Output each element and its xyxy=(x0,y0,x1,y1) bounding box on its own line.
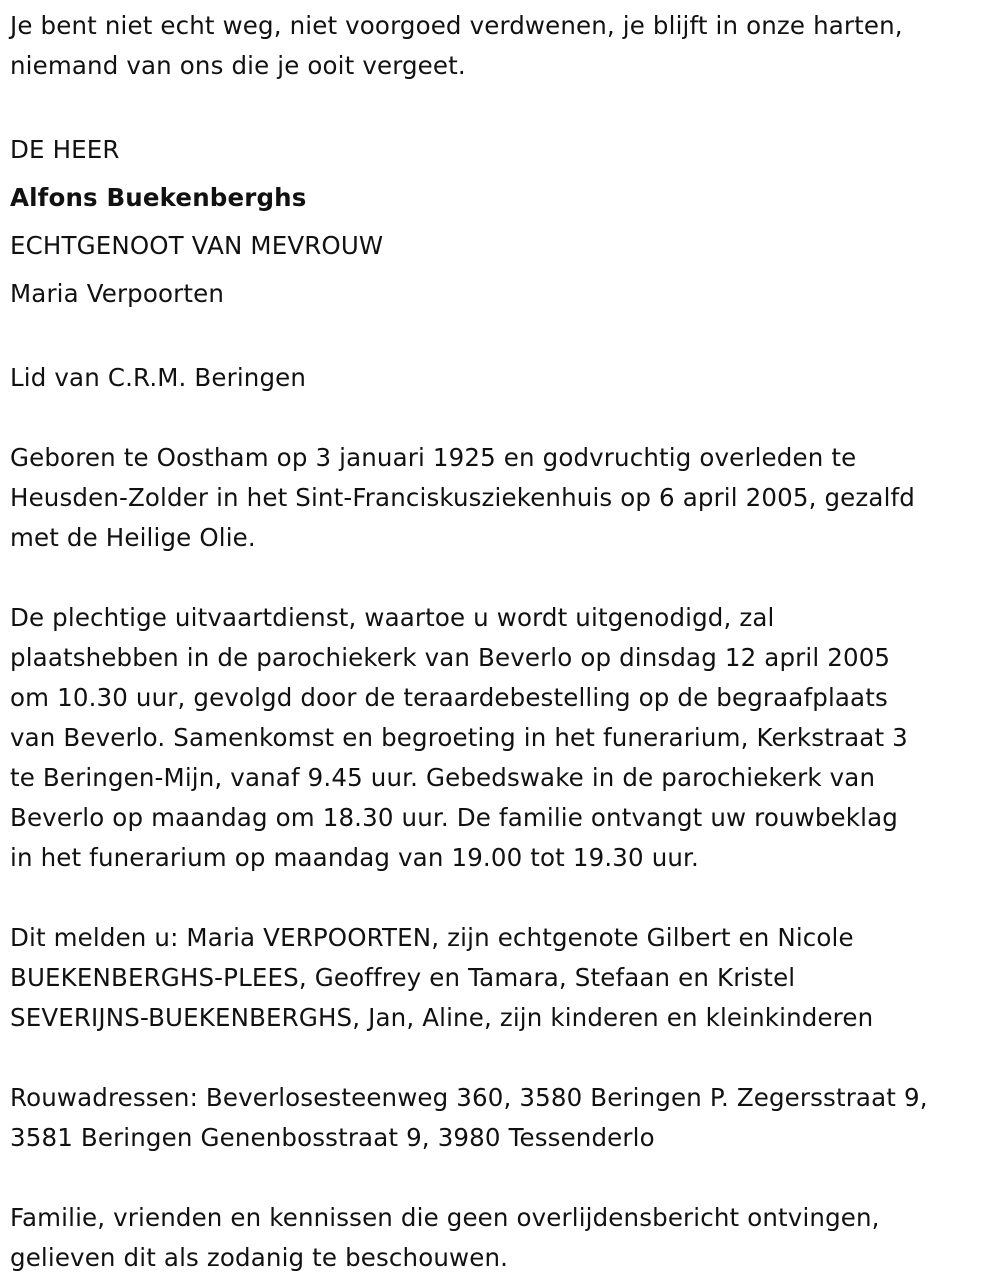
service-line: Beverlo op maandag om 18.30 uur. De familie ontvangt uw rouwbeklag xyxy=(10,803,898,832)
birth-death-line: met de Heilige Olie. xyxy=(10,523,256,552)
service-line: te Beringen-Mijn, vanaf 9.45 uur. Gebedswake in de parochiekerk van xyxy=(10,763,876,792)
spouse-name: Maria Verpoorten xyxy=(10,279,225,308)
family-line: BUEKENBERGHS-PLEES, Geoffrey en Tamara, Stefaan en Kristel xyxy=(10,963,796,992)
birth-death-line: Geboren te Oostham op 3 januari 1925 en godvruchtig overleden te xyxy=(10,443,857,472)
family-line: SEVERIJNS-BUEKENBERGHS, Jan, Aline, zijn kinderen en kleinkinderen xyxy=(10,1003,874,1032)
service-paragraph xyxy=(10,598,995,878)
service-line: in het funerarium op maandag van 19.00 tot 19.30 uur. xyxy=(10,843,699,872)
closing-paragraph xyxy=(10,1198,995,1278)
honorific-title: DE HEER xyxy=(10,135,120,164)
birth-death-paragraph xyxy=(10,438,995,558)
intro-line: Je bent niet echt weg, niet voorgoed verdwenen, je blijft in onze harten, xyxy=(10,11,903,40)
address-line: 3581 Beringen Genenbosstraat 9, 3980 Tessenderlo xyxy=(10,1123,655,1152)
service-line: om 10.30 uur, gevolgd door de teraardebestelling op de begraafplaats xyxy=(10,683,888,712)
service-line: van Beverlo. Samenkomst en begroeting in het funerarium, Kerkstraat 3 xyxy=(10,723,908,752)
deceased-name: Alfons Buekenberghs xyxy=(10,183,307,212)
birth-death-line: Heusden-Zolder in het Sint-Franciskusziekenhuis op 6 april 2005, gezalfd xyxy=(10,483,916,512)
service-line: De plechtige uitvaartdienst, waartoe u wordt uitgenodigd, zal xyxy=(10,603,775,632)
addresses-paragraph xyxy=(10,1078,995,1158)
intro-line: niemand van ons die je ooit vergeet. xyxy=(10,51,466,80)
address-line: Rouwadressen: Beverlosesteenweg 360, 3580 Beringen P. Zegersstraat 9, xyxy=(10,1083,928,1112)
family-line: Dit melden u: Maria VERPOORTEN, zijn echtgenote Gilbert en Nicole xyxy=(10,923,854,952)
spouse-label: ECHTGENOOT VAN MEVROUW xyxy=(10,231,384,260)
closing-line: Familie, vrienden en kennissen die geen overlijdensbericht ontvingen, xyxy=(10,1203,880,1232)
deceased-block xyxy=(10,126,995,318)
service-line: plaatshebben in de parochiekerk van Beverlo op dinsdag 12 april 2005 xyxy=(10,643,891,672)
intro-verse xyxy=(10,6,995,86)
obituary-document xyxy=(10,6,995,1278)
membership: Lid van C.R.M. Beringen xyxy=(10,363,307,392)
closing-line: gelieven dit als zodanig te beschouwen. xyxy=(10,1243,509,1272)
family-paragraph xyxy=(10,918,995,1038)
